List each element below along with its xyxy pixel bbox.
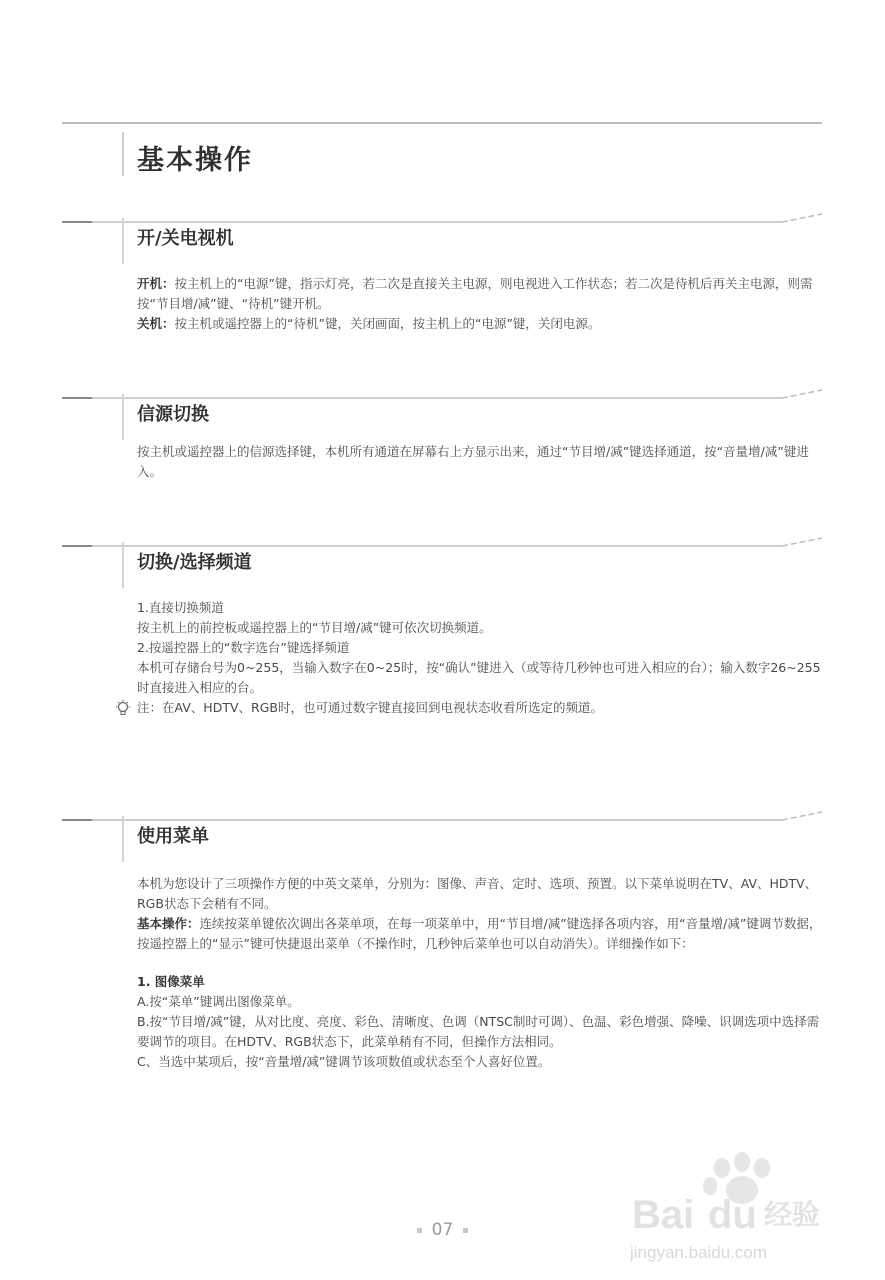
section-title: 开/关电视机 <box>137 228 234 249</box>
paragraph-lead: 开机： <box>137 276 175 291</box>
section-channel <box>0 536 885 776</box>
note-text: 注：在AV、HDTV、RGB时，也可通过数字键直接回到电视状态收看所选定的频道。 <box>137 700 603 715</box>
section-source <box>0 388 885 508</box>
list-item: 按主机上的前控板或遥控器上的“节目增/减”键可依次切换频道。 <box>137 620 492 635</box>
list-item: A.按“菜单”键调出图像菜单。 <box>137 994 300 1009</box>
paragraph-text: 连续按菜单键依次调出各菜单项，在每一项菜单中，用“节目增/减”键选择各项内容，用“音量增/减”键调节数据，按遥控器上的“显示”键可快捷退出菜单（不操作时，几秒钟后菜单也可以自动消失）。详细操作如下： <box>137 916 822 951</box>
baidu-jingyan-watermark <box>630 1148 850 1268</box>
title-accent-bar <box>122 132 124 176</box>
lightbulb-icon <box>115 700 131 718</box>
list-item: 2.按遥控器上的“数字选台”键选择频道 <box>137 640 350 655</box>
sub-title: 1. 图像菜单 <box>137 974 205 989</box>
paragraph: 本机为您设计了三项操作方便的中英文菜单，分别为：图像、声音、定时、选项、预置。以下菜单说明在TV、AV、HDTV、RGB状态下会稍有不同。 <box>137 876 818 911</box>
section-accent-bar <box>122 816 124 862</box>
paragraph-text: 按主机上的“电源”键，指示灯亮，若二次是直接关主电源，则电视进入工作状态；若二次是待机后再关主电源，则需按“节目增/减”键、“待机”键开机。 <box>137 276 813 311</box>
paragraph-lead: 基本操作： <box>137 916 200 931</box>
section-body <box>137 274 822 334</box>
section-body <box>137 874 822 1072</box>
list-item: 1.直接切换频道 <box>137 600 224 615</box>
section-accent-bar <box>122 542 124 588</box>
page-number-dot <box>463 1228 468 1233</box>
list-item: B.按“节目增/减”键，从对比度、亮度、彩色、清晰度、色调（NTSC制时可调）、色温、彩色增强、降噪、识调选项中选择需要调节的项目。在HDTV、RGB状态下，此菜单稍有不同，但操作方法相同。 <box>137 1014 820 1049</box>
section-power <box>0 212 885 352</box>
section-body <box>137 598 822 718</box>
paragraph-lead: 关机： <box>137 316 175 331</box>
section-body <box>137 442 822 482</box>
top-rule <box>62 122 822 124</box>
svg-text:du: du <box>708 1193 757 1237</box>
page-title: 基本操作 <box>137 145 253 176</box>
paragraph <box>137 314 822 334</box>
section-title: 信源切换 <box>137 404 209 425</box>
list-item: C、当选中某项后，按“音量增/减”键调节该项数值或状态至个人喜好位置。 <box>137 1054 551 1069</box>
svg-text:Bai: Bai <box>632 1193 695 1237</box>
page-number-dot <box>417 1228 422 1233</box>
svg-text:经验: 经验 <box>764 1198 821 1231</box>
paragraph: 按主机或遥控器上的信源选择键，本机所有通道在屏幕右上方显示出来，通过“节目增/减”键选择通道，按“音量增/减”键进入。 <box>137 444 809 479</box>
list-item: 本机可存储台号为0~255，当输入数字在0~25时，按“确认”键进入（或等待几秒钟也可进入相应的台）；输入数字26~255时直接进入相应的台。 <box>137 660 821 695</box>
section-accent-bar <box>122 218 124 264</box>
section-title: 使用菜单 <box>137 826 209 847</box>
page-number-text: 07 <box>431 1220 454 1240</box>
section-menu <box>0 810 885 1170</box>
paragraph-text: 按主机或遥控器上的“待机”键，关闭画面，按主机上的“电源”键，关闭电源。 <box>174 316 601 331</box>
note <box>137 698 822 718</box>
svg-text:jingyan.baidu.com: jingyan.baidu.com <box>630 1243 768 1262</box>
section-accent-bar <box>122 394 124 440</box>
paragraph <box>137 274 822 314</box>
section-title: 切换/选择频道 <box>137 552 252 573</box>
paragraph <box>137 914 822 954</box>
